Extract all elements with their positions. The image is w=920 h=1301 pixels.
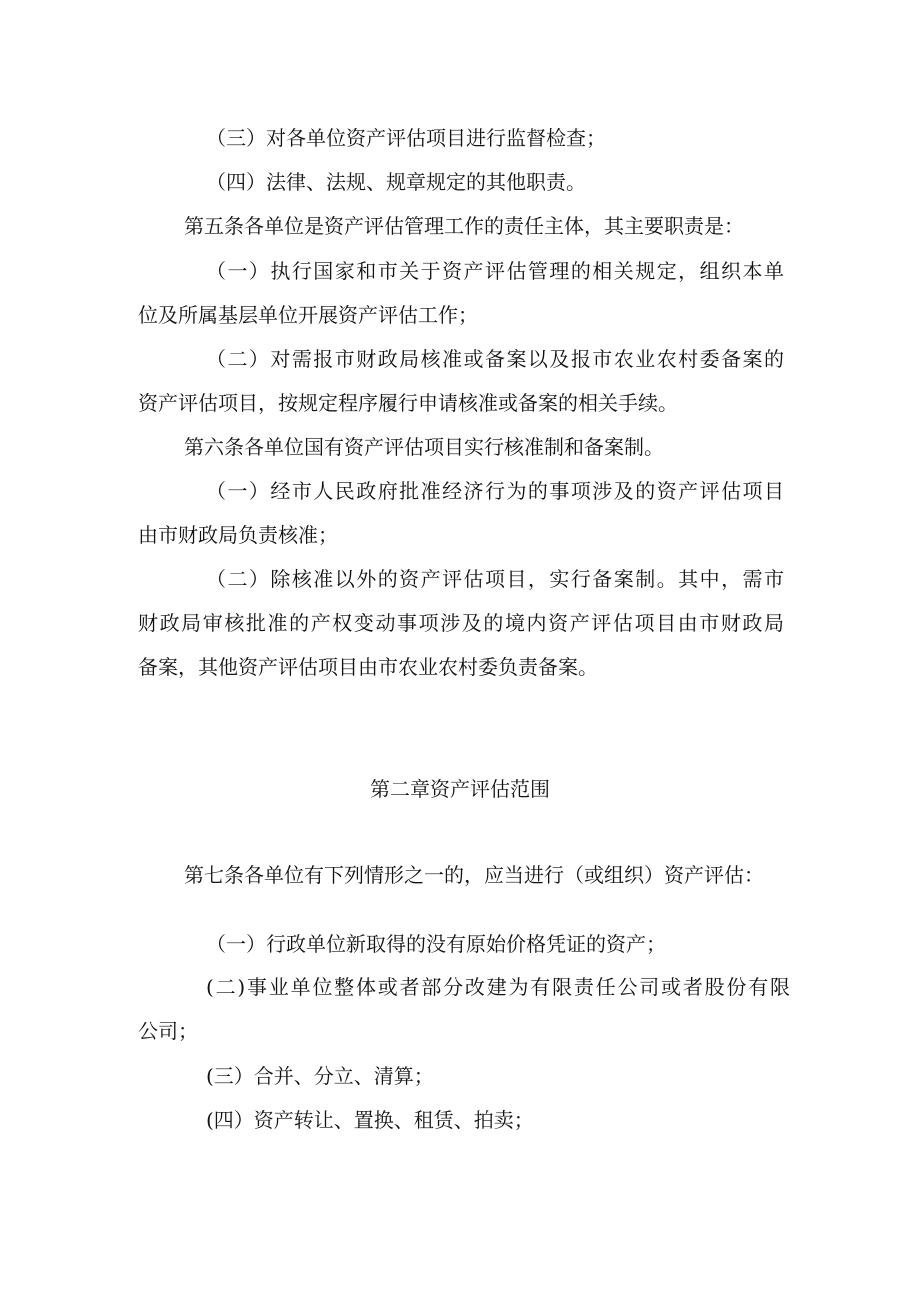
paragraph-line: （一）执行国家和市关于资产评估管理的相关规定，组织本单 <box>206 259 784 283</box>
paragraph-line: 备案，其他资产评估项目由市农业农村委负责备案。 <box>138 655 598 679</box>
paragraph-line: （一）行政单位新取得的没有原始价格凭证的资产； <box>206 932 666 956</box>
paragraph-line: 位及所属基层单位开展资产评估工作； <box>138 303 478 327</box>
paragraph-line: （一）经市人民政府批准经济行为的事项涉及的资产评估项目 <box>206 479 784 503</box>
paragraph-line: (三）合并、分立、清算； <box>206 1064 434 1088</box>
paragraph-line: （四）法律、法规、规章规定的其他职责。 <box>206 170 586 194</box>
paragraph-line: (四）资产转让、置换、租赁、拍卖； <box>206 1108 534 1132</box>
chapter-title: 第二章资产评估范围 <box>370 777 550 801</box>
paragraph-line: 第六条各单位国有资产评估项目实行核准制和备案制。 <box>184 435 664 459</box>
paragraph-line: 财政局审核批准的产权变动事项涉及的境内资产评估项目由市财政局 <box>138 611 784 635</box>
paragraph-line: 第五条各单位是资产评估管理工作的责任主体，其主要职责是： <box>184 214 744 238</box>
paragraph-line: 由市财政局负责核准； <box>138 523 338 547</box>
paragraph-line: 公司； <box>138 1019 198 1043</box>
paragraph-line: （二）除核准以外的资产评估项目，实行备案制。其中，需市 <box>206 567 784 591</box>
paragraph-line: （二）对需报市财政局核准或备案以及报市农业农村委备案的 <box>206 347 784 371</box>
paragraph-line: 第七条各单位有下列情形之一的，应当进行（或组织）资产评估： <box>184 863 764 887</box>
paragraph-line: (二)事业单位整体或者部分改建为有限责任公司或者股份有限 <box>206 975 790 999</box>
paragraph-line: 资产评估项目，按规定程序履行申请核准或备案的相关手续。 <box>138 391 678 415</box>
paragraph-line: （三）对各单位资产评估项目进行监督检查； <box>206 126 606 150</box>
